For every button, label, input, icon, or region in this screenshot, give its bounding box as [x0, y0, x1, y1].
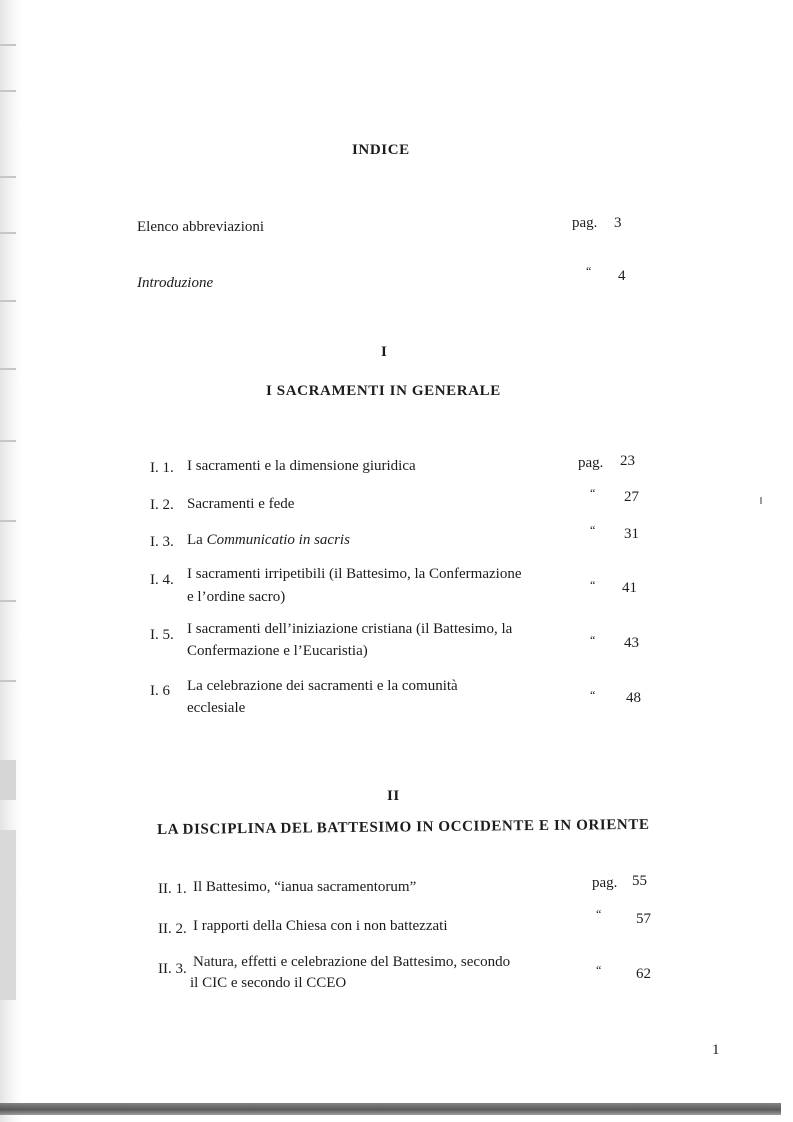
entry-number: I. 6	[150, 683, 170, 699]
ditto-mark: “	[590, 486, 596, 500]
ditto-mark: “	[590, 578, 596, 592]
entry-number: I. 3.	[150, 534, 174, 550]
entry-number: II. 1.	[158, 881, 187, 897]
entry-label-prefix: La	[187, 532, 203, 548]
scan-mark	[0, 300, 16, 302]
entry-label: Il Battesimo, “ianua sacramentorum”	[193, 879, 417, 895]
entry-label: Introduzione	[137, 275, 214, 291]
ditto-mark: “	[596, 963, 602, 977]
entry-label-line2: e l’ordine sacro)	[187, 589, 286, 605]
entry-number: II. 3.	[158, 961, 187, 977]
scan-mark	[0, 830, 16, 1000]
entry-label: Sacramenti e fede	[187, 496, 295, 512]
entry-label-italic: Communicatio in sacris	[206, 532, 350, 548]
part-two-title: LA DISCIPLINA DEL BATTESIMO IN OCCIDENTE E IN ORIENTE	[157, 816, 650, 838]
entry-label: I sacramenti irripetibili (il Battesimo, la Confermazione	[187, 566, 522, 582]
page-number-entry: 55	[632, 873, 647, 889]
page-number-entry: 48	[626, 690, 641, 706]
scan-mark	[0, 232, 16, 234]
entry-label-line2: Confermazione e l’Eucaristia)	[187, 643, 368, 659]
page-number-entry: 43	[624, 635, 639, 651]
scan-speck	[760, 497, 762, 504]
entry-label: La celebrazione dei sacramenti e la comunità	[187, 678, 458, 694]
page-number-entry: 57	[636, 911, 651, 927]
entry-number: II. 2.	[158, 921, 187, 937]
entry-label	[187, 532, 350, 549]
ditto-mark: “	[586, 264, 592, 278]
ditto-mark: “	[590, 523, 596, 537]
scan-mark	[0, 90, 16, 92]
entry-number: I. 1.	[150, 460, 174, 476]
entry-number: I. 5.	[150, 627, 174, 643]
entry-label: I rapporti della Chiesa con i non battezzati	[193, 918, 448, 934]
page-number-entry: 23	[620, 453, 635, 469]
scan-mark	[0, 760, 16, 800]
page-prefix: pag.	[592, 875, 618, 891]
scan-mark	[0, 600, 16, 602]
entry-label-line2: il CIC e secondo il CCEO	[190, 975, 347, 991]
entry-label: I sacramenti e la dimensione giuridica	[187, 458, 416, 474]
page-title: INDICE	[352, 142, 410, 158]
page-number-entry: 41	[622, 580, 637, 596]
page-number-entry: 27	[624, 489, 639, 505]
page-number-entry: 4	[618, 268, 626, 284]
scan-mark	[0, 680, 16, 682]
part-one-numeral: I	[381, 344, 388, 360]
scan-mark	[0, 176, 16, 178]
ditto-mark: “	[590, 633, 596, 647]
scan-mark	[0, 440, 16, 442]
scan-bottom-edge	[0, 1103, 781, 1115]
page-number-entry: 62	[636, 966, 651, 982]
entry-label: Elenco abbreviazioni	[137, 219, 265, 235]
scan-mark	[0, 44, 16, 46]
page-number-entry: 3	[614, 215, 622, 231]
page-prefix: pag.	[578, 455, 604, 471]
entry-number: I. 2.	[150, 497, 174, 513]
scan-mark	[0, 368, 16, 370]
part-one-title: I SACRAMENTI IN GENERALE	[266, 383, 501, 399]
entry-number: I. 4.	[150, 572, 174, 588]
entry-label-line2: ecclesiale	[187, 700, 246, 716]
page-number: 1	[712, 1042, 720, 1058]
entry-label: Natura, effetti e celebrazione del Battesimo, secondo	[193, 954, 511, 970]
ditto-mark: “	[596, 907, 602, 921]
entry-label: I sacramenti dell’iniziazione cristiana (il Battesimo, la	[187, 621, 513, 637]
part-two-numeral: II	[387, 788, 400, 804]
page-number-entry: 31	[624, 526, 639, 542]
ditto-mark: “	[590, 688, 596, 702]
page-prefix: pag.	[572, 215, 598, 231]
scan-mark	[0, 520, 16, 522]
